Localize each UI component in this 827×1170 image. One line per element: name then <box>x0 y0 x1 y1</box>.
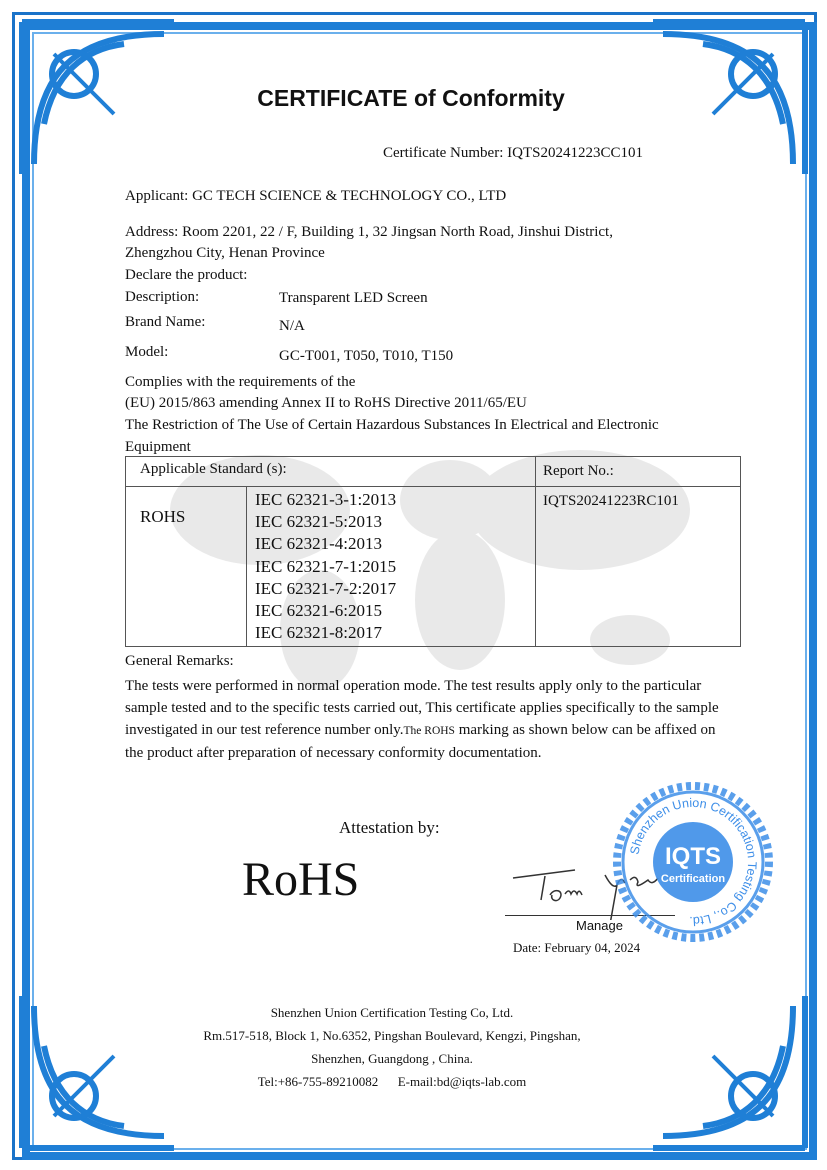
complies-line: The Restriction of The Use of Certain Hazardous Substances In Electrical and Electronic <box>125 417 659 433</box>
description-value: Transparent LED Screen <box>279 290 428 306</box>
remarks-tail: marking as shown below can be affixed on the product after preparation of necessary conformity documentation. <box>125 722 716 761</box>
standards-table <box>125 456 741 647</box>
certificate-number: Certificate Number: IQTS20241223CC101 <box>383 145 643 161</box>
header-report: Report No.: <box>536 457 741 487</box>
model-value: GC-T001, T050, T010, T150 <box>279 348 454 364</box>
description-label: Description: <box>125 289 200 305</box>
footer-city: Shenzhen, Guangdong , China. <box>311 1051 473 1066</box>
date: Date: February 04, 2024 <box>513 940 641 955</box>
seal-sub: Certification <box>660 873 726 885</box>
remarks-small: The ROHS <box>403 725 455 737</box>
address-line-1: Address: Room 2201, 22 / F, Building 1, 32 Jingsan North Road, Jinshui District, <box>125 224 613 240</box>
signer-title: Manage <box>576 918 623 933</box>
iqts-seal <box>613 782 773 942</box>
footer-company: Shenzhen Union Certification Testing Co, Ltd. <box>270 1005 514 1020</box>
complies-line: Complies with the requirements of the <box>125 374 356 390</box>
standard-item: IEC 62321-6:2015 <box>255 601 383 621</box>
header-standard: Applicable Standard (s): <box>126 457 536 487</box>
standard-item: IEC 62321-3-1:2013 <box>255 490 397 509</box>
model-label: Model: <box>125 344 169 360</box>
seal-center: IQTS <box>664 843 722 870</box>
standard-item: IEC 62321-5:2013 <box>255 512 383 532</box>
seal-ring-text: Shenzhen Union Certification Testing Co., Ltd. <box>627 795 760 929</box>
remarks-text: The tests were performed in normal operation mode. The test results apply only to the particular sample tested and to the specific tests carried out, This certificate applies specifically to the sample investigated in our test reference number only. <box>125 678 719 738</box>
footer-address: Rm.517-518, Block 1, No.6352, Pingshan Boulevard, Kengzi, Pingshan, <box>203 1028 581 1043</box>
attestation-label: Attestation by: <box>339 818 440 837</box>
category-cell: ROHS <box>126 487 247 647</box>
standard-item: IEC 62321-7-1:2015 <box>255 556 397 576</box>
brand-value: N/A <box>279 318 305 334</box>
standard-item: IEC 62321-7-2:2017 <box>255 578 397 598</box>
standard-item: IEC 62321-8:2017 <box>255 623 383 643</box>
brand-label: Brand Name: <box>125 314 206 330</box>
address-line-2: Zhengzhou City, Henan Province <box>125 245 325 261</box>
applicant: Applicant: GC TECH SCIENCE & TECHNOLOGY CO., LTD <box>125 188 507 204</box>
rohs-mark: RoHS <box>242 853 360 906</box>
standard-item: IEC 62321-4:2013 <box>255 534 383 554</box>
page-title: CERTIFICATE of Conformity <box>257 85 565 111</box>
declare-label: Declare the product: <box>125 267 248 283</box>
complies-line: (EU) 2015/863 amending Annex II to RoHS Directive 2011/65/EU <box>125 395 527 411</box>
remarks-label: General Remarks: <box>125 653 234 669</box>
remarks-paragraph <box>125 675 725 764</box>
standards-cell <box>247 487 536 647</box>
complies-line: Equipment <box>125 439 191 455</box>
report-number: IQTS20241223RC101 <box>536 487 741 647</box>
footer-contact: Tel:+86-755-89210082 E-mail:bd@iqts-lab.com <box>257 1074 527 1089</box>
